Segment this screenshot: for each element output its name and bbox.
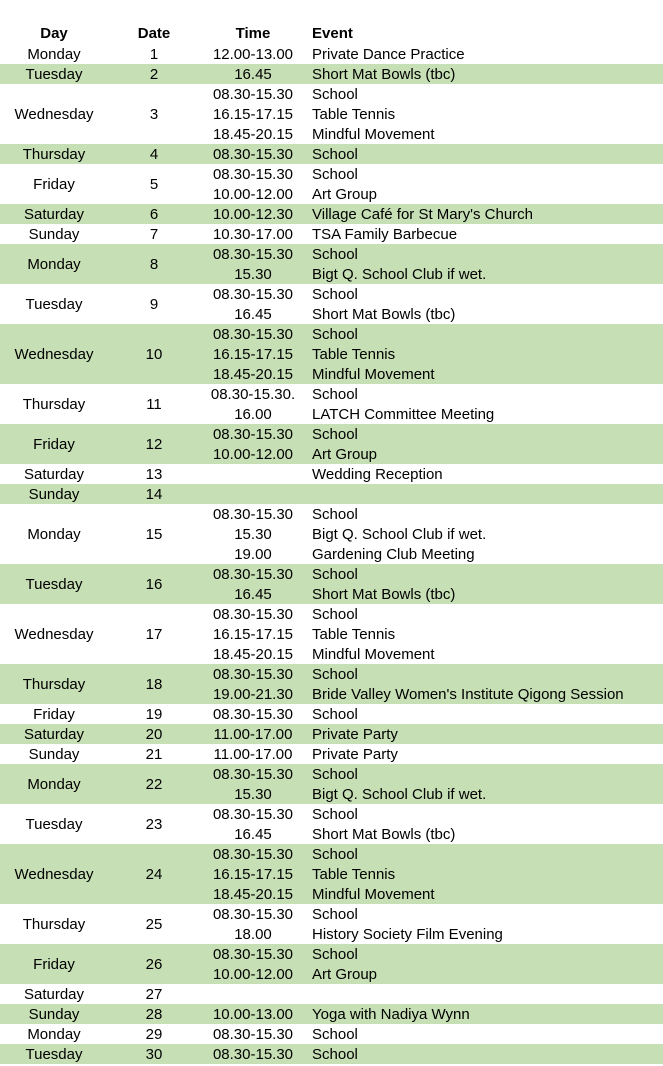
time-cell: 16.45 <box>234 66 272 83</box>
entry <box>200 204 663 224</box>
time-cell: 18.45-20.15 <box>212 646 294 663</box>
day-cell: Monday <box>27 1025 81 1043</box>
entries <box>200 504 663 564</box>
table-row <box>0 64 663 84</box>
event-cell: Art Group <box>312 186 378 203</box>
event-cell: Bigt Q. School Club if wet. <box>312 266 487 283</box>
table-row <box>0 504 663 564</box>
time-cell: 16.15-17.15 <box>212 866 294 883</box>
date-cell: 13 <box>145 465 163 483</box>
entry <box>200 144 663 164</box>
day-cell: Friday <box>33 955 75 973</box>
day-cell: Wednesday <box>14 625 94 643</box>
time-cell: 11.00-17.00 <box>213 746 293 763</box>
event-cell: TSA Family Barbecue <box>312 226 458 243</box>
event-cell: Short Mat Bowls (tbc) <box>312 66 456 83</box>
entry <box>200 604 663 624</box>
entry <box>200 884 663 904</box>
event-cell: History Society Film Evening <box>312 926 503 943</box>
date-cell: 28 <box>145 1005 163 1023</box>
entry <box>200 544 663 564</box>
entry <box>200 384 663 404</box>
entries <box>200 224 663 244</box>
event-cell: Art Group <box>312 966 378 983</box>
time-cell: 19.00 <box>234 546 272 563</box>
table-row <box>0 44 663 64</box>
event-cell: Short Mat Bowls (tbc) <box>312 586 456 603</box>
entry <box>200 1024 663 1044</box>
table-row <box>0 904 663 944</box>
table-row <box>0 424 663 464</box>
entries <box>200 84 663 144</box>
event-cell: School <box>312 666 358 683</box>
event-cell: School <box>312 246 358 263</box>
time-cell: 11.00-17.00 <box>213 726 293 743</box>
table-row <box>0 204 663 224</box>
event-cell: School <box>312 86 358 103</box>
entry <box>200 44 663 64</box>
entries <box>200 844 663 904</box>
entry <box>200 124 663 144</box>
time-cell: 08.30-15.30 <box>212 86 294 103</box>
date-cell: 4 <box>149 145 159 163</box>
entries <box>200 664 663 704</box>
event-cell: Bigt Q. School Club if wet. <box>312 526 487 543</box>
time-cell: 08.30-15.30 <box>212 606 294 623</box>
entry <box>200 324 663 344</box>
entry <box>200 1004 663 1024</box>
date-cell: 23 <box>145 815 163 833</box>
entry <box>200 84 663 104</box>
day-cell: Friday <box>33 175 75 193</box>
time-cell: 08.30-15.30 <box>212 566 294 583</box>
entry <box>200 724 663 744</box>
time-cell: 08.30-15.30. <box>210 386 296 403</box>
event-cell: School <box>312 166 358 183</box>
event-cell: School <box>312 386 358 403</box>
event-cell: Mindful Movement <box>312 886 435 903</box>
event-cell: School <box>312 566 358 583</box>
table-row <box>0 464 663 484</box>
entry <box>200 804 663 824</box>
event-cell: Mindful Movement <box>312 646 435 663</box>
event-cell: School <box>312 1026 358 1043</box>
date-cell: 24 <box>145 865 163 883</box>
time-cell: 16.45 <box>234 306 272 323</box>
entries <box>200 984 663 1004</box>
event-cell: School <box>312 706 358 723</box>
entry <box>200 364 663 384</box>
entry <box>200 984 663 1004</box>
day-cell: Tuesday <box>25 295 83 313</box>
day-cell: Thursday <box>22 395 86 413</box>
entry <box>200 904 663 924</box>
entry <box>200 924 663 944</box>
event-cell: Art Group <box>312 446 378 463</box>
day-cell: Wednesday <box>14 865 94 883</box>
day-cell: Tuesday <box>25 575 83 593</box>
date-cell: 29 <box>145 1025 163 1043</box>
table-row <box>0 384 663 424</box>
entry <box>200 284 663 304</box>
entry <box>200 564 663 584</box>
entries <box>200 564 663 604</box>
day-cell: Saturday <box>23 725 85 743</box>
table-row <box>0 984 663 1004</box>
event-cell: School <box>312 1046 358 1063</box>
entry <box>200 644 663 664</box>
event-cell: Mindful Movement <box>312 126 435 143</box>
day-cell: Saturday <box>23 205 85 223</box>
time-cell: 08.30-15.30 <box>212 906 294 923</box>
entries <box>200 704 663 724</box>
time-cell: 19.00-21.30 <box>212 686 294 703</box>
day-cell: Wednesday <box>14 345 94 363</box>
event-cell: Gardening Club Meeting <box>312 546 475 563</box>
date-cell: 16 <box>145 575 163 593</box>
table-row <box>0 84 663 144</box>
time-cell: 08.30-15.30 <box>212 326 294 343</box>
event-cell: School <box>312 806 358 823</box>
date-cell: 3 <box>149 105 159 123</box>
event-cell: School <box>312 946 358 963</box>
date-cell: 21 <box>145 745 163 763</box>
entry <box>200 464 663 484</box>
entry <box>200 344 663 364</box>
entry <box>200 504 663 524</box>
event-cell: Private Dance Practice <box>312 46 465 63</box>
date-cell: 9 <box>149 295 159 313</box>
header-event: Event <box>312 25 353 42</box>
time-cell: 08.30-15.30 <box>212 1026 294 1043</box>
day-cell: Saturday <box>23 465 85 483</box>
event-cell: School <box>312 906 358 923</box>
entry <box>200 304 663 324</box>
table-row <box>0 324 663 384</box>
header-date: Date <box>137 25 171 42</box>
time-cell: 08.30-15.30 <box>212 846 294 863</box>
time-cell: 08.30-15.30 <box>212 806 294 823</box>
event-cell: School <box>312 326 358 343</box>
entry <box>200 744 663 764</box>
entry <box>200 784 663 804</box>
event-cell: Short Mat Bowls (tbc) <box>312 306 456 323</box>
event-cell: Table Tennis <box>312 866 396 883</box>
day-cell: Sunday <box>28 1005 80 1023</box>
date-cell: 19 <box>145 705 163 723</box>
entries <box>200 64 663 84</box>
day-cell: Saturday <box>23 985 85 1003</box>
entries <box>200 464 663 484</box>
table-row <box>0 744 663 764</box>
day-cell: Sunday <box>28 225 80 243</box>
entries <box>200 144 663 164</box>
time-cell: 18.45-20.15 <box>212 126 294 143</box>
event-cell: Table Tennis <box>312 346 396 363</box>
entries <box>200 804 663 844</box>
time-cell: 08.30-15.30 <box>212 426 294 443</box>
event-cell: LATCH Committee Meeting <box>312 406 495 423</box>
event-cell: Bride Valley Women's Institute Qigong Session <box>312 686 624 703</box>
entries <box>200 724 663 744</box>
day-cell: Thursday <box>22 145 86 163</box>
entry <box>200 704 663 724</box>
table-row <box>0 804 663 844</box>
time-cell: 16.45 <box>234 586 272 603</box>
time-cell: 15.30 <box>234 786 272 803</box>
entries <box>200 424 663 464</box>
event-cell: School <box>312 146 358 163</box>
day-cell: Tuesday <box>25 1045 83 1063</box>
event-cell: Mindful Movement <box>312 366 435 383</box>
entry <box>200 824 663 844</box>
date-cell: 1 <box>149 45 159 63</box>
table-row <box>0 1004 663 1024</box>
table-row <box>0 1044 663 1064</box>
time-cell: 08.30-15.30 <box>212 286 294 303</box>
time-cell: 10.30-17.00 <box>212 226 294 243</box>
event-cell: Private Party <box>312 746 398 763</box>
event-cell: School <box>312 426 358 443</box>
time-cell: 08.30-15.30 <box>212 146 294 163</box>
day-cell: Wednesday <box>14 105 94 123</box>
time-cell: 08.30-15.30 <box>212 706 294 723</box>
time-cell: 18.00 <box>234 926 272 943</box>
date-cell: 8 <box>149 255 159 273</box>
day-cell: Tuesday <box>25 65 83 83</box>
date-cell: 12 <box>145 435 163 453</box>
entry <box>200 224 663 244</box>
table-row <box>0 604 663 664</box>
time-cell: 10.00-13.00 <box>212 1006 294 1023</box>
entries <box>200 324 663 384</box>
date-cell: 5 <box>149 175 159 193</box>
entries <box>200 484 663 504</box>
time-cell: 18.45-20.15 <box>212 886 294 903</box>
entry <box>200 844 663 864</box>
time-cell: 16.45 <box>234 826 272 843</box>
day-cell: Friday <box>33 435 75 453</box>
entries <box>200 284 663 324</box>
time-cell: 10.00-12.00 <box>212 966 294 983</box>
day-cell: Monday <box>27 775 81 793</box>
entry <box>200 404 663 424</box>
entries <box>200 244 663 284</box>
day-cell: Sunday <box>28 745 80 763</box>
time-cell: 16.15-17.15 <box>212 346 294 363</box>
day-cell: Sunday <box>28 485 80 503</box>
time-cell: 08.30-15.30 <box>212 166 294 183</box>
date-cell: 14 <box>145 485 163 503</box>
table-row <box>0 764 663 804</box>
entry <box>200 424 663 444</box>
time-cell: 16.15-17.15 <box>212 626 294 643</box>
entries <box>200 164 663 204</box>
entry <box>200 484 663 504</box>
table-row <box>0 944 663 984</box>
day-cell: Tuesday <box>25 815 83 833</box>
entries <box>200 1024 663 1044</box>
day-cell: Monday <box>27 45 81 63</box>
date-cell: 18 <box>145 675 163 693</box>
entries <box>200 204 663 224</box>
event-cell: Short Mat Bowls (tbc) <box>312 826 456 843</box>
entry <box>200 624 663 644</box>
date-cell: 17 <box>145 625 163 643</box>
date-cell: 6 <box>149 205 159 223</box>
entry <box>200 524 663 544</box>
time-cell: 08.30-15.30 <box>212 766 294 783</box>
day-cell: Monday <box>27 525 81 543</box>
entry <box>200 1044 663 1064</box>
date-cell: 22 <box>145 775 163 793</box>
entry <box>200 664 663 684</box>
entry <box>200 64 663 84</box>
event-cell: Bigt Q. School Club if wet. <box>312 786 487 803</box>
table-row <box>0 844 663 904</box>
table-row <box>0 144 663 164</box>
entry <box>200 264 663 284</box>
date-cell: 20 <box>145 725 163 743</box>
table-row <box>0 724 663 744</box>
table-row <box>0 284 663 324</box>
entries <box>200 384 663 424</box>
entry <box>200 244 663 264</box>
event-cell: School <box>312 606 358 623</box>
event-cell: Wedding Reception <box>312 466 443 483</box>
time-cell: 10.00-12.00 <box>212 186 294 203</box>
time-cell: 16.00 <box>234 406 272 423</box>
entries <box>200 764 663 804</box>
date-cell: 26 <box>145 955 163 973</box>
table-row <box>0 664 663 704</box>
event-cell: Private Party <box>312 726 398 743</box>
event-cell: School <box>312 846 358 863</box>
time-cell: 18.45-20.15 <box>212 366 294 383</box>
date-cell: 2 <box>149 65 159 83</box>
table-row <box>0 564 663 604</box>
table-row <box>0 224 663 244</box>
entry <box>200 684 663 704</box>
entry <box>200 104 663 124</box>
time-cell: 08.30-15.30 <box>212 246 294 263</box>
entry <box>200 944 663 964</box>
entry <box>200 964 663 984</box>
time-cell: 15.30 <box>234 526 272 543</box>
date-cell: 15 <box>145 525 163 543</box>
header-time: Time <box>235 25 271 42</box>
table-row <box>0 484 663 504</box>
day-cell: Friday <box>33 705 75 723</box>
entries <box>200 604 663 664</box>
time-cell: 12.00-13.00 <box>212 46 294 63</box>
entry <box>200 164 663 184</box>
time-cell: 08.30-15.30 <box>212 1046 294 1063</box>
day-cell: Thursday <box>22 675 86 693</box>
event-cell: Yoga with Nadiya Wynn <box>312 1006 470 1023</box>
entries <box>200 44 663 64</box>
date-cell: 11 <box>146 395 162 413</box>
entries <box>200 904 663 944</box>
event-cell: School <box>312 286 358 303</box>
table-row <box>0 244 663 284</box>
entries <box>200 944 663 984</box>
entry <box>200 584 663 604</box>
date-cell: 27 <box>145 985 163 1003</box>
event-cell: School <box>312 766 358 783</box>
entry <box>200 444 663 464</box>
time-cell: 16.15-17.15 <box>212 106 294 123</box>
entry <box>200 764 663 784</box>
time-cell: 10.00-12.00 <box>212 446 294 463</box>
event-cell: Table Tennis <box>312 106 396 123</box>
day-cell: Monday <box>27 255 81 273</box>
time-cell: 08.30-15.30 <box>212 666 294 683</box>
entries <box>200 1044 663 1064</box>
table-row <box>0 164 663 204</box>
date-cell: 7 <box>149 225 159 243</box>
event-cell: Table Tennis <box>312 626 396 643</box>
date-cell: 25 <box>145 915 163 933</box>
entries <box>200 744 663 764</box>
entry <box>200 864 663 884</box>
event-cell: Village Café for St Mary's Church <box>312 206 534 223</box>
time-cell: 15.30 <box>234 266 272 283</box>
time-cell: 08.30-15.30 <box>212 946 294 963</box>
header-row <box>0 24 663 44</box>
table-row <box>0 704 663 724</box>
entry <box>200 184 663 204</box>
date-cell: 30 <box>145 1045 163 1063</box>
day-cell: Thursday <box>22 915 86 933</box>
entries <box>200 1004 663 1024</box>
time-cell: 08.30-15.30 <box>212 506 294 523</box>
time-cell: 10.00-12.30 <box>212 206 294 223</box>
header-day: Day <box>40 25 68 42</box>
date-cell: 10 <box>145 345 163 363</box>
table-row <box>0 1024 663 1044</box>
event-cell: School <box>312 506 358 523</box>
